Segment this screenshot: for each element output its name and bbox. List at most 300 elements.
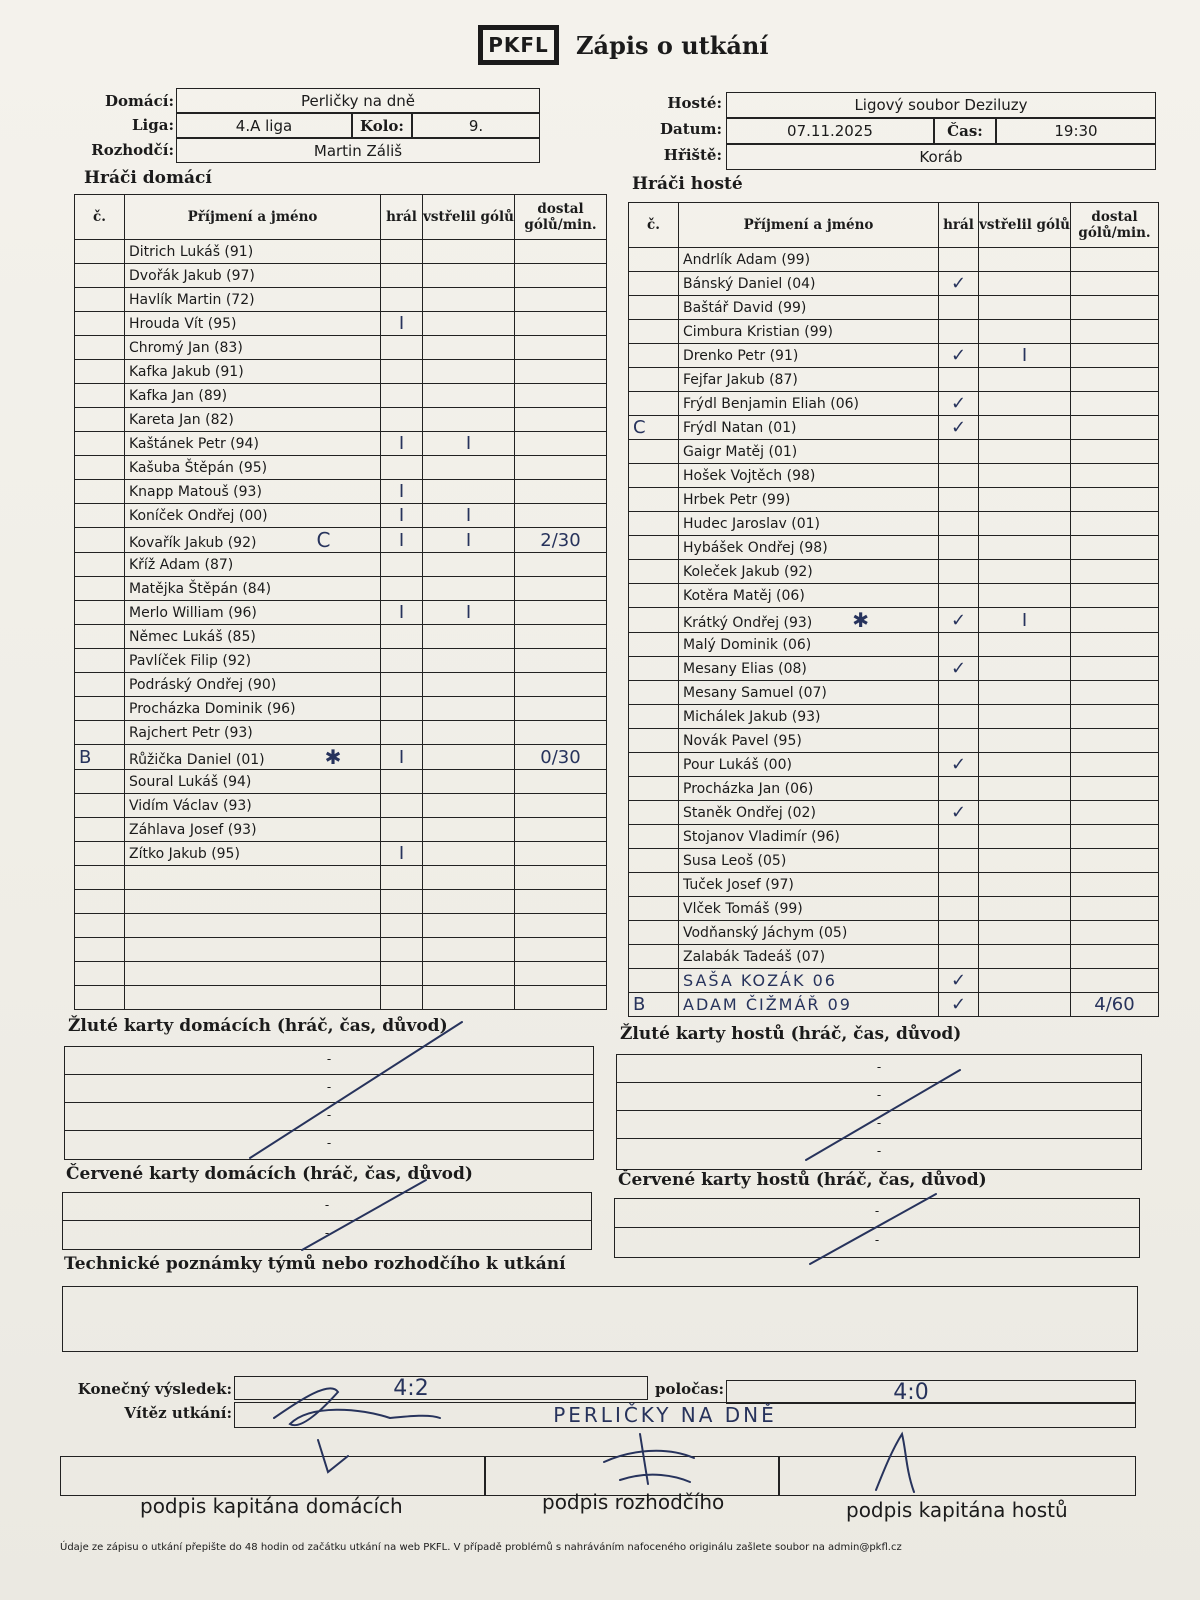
- referee-field[interactable]: Martin Záliš: [176, 138, 540, 163]
- played-cell[interactable]: [939, 633, 979, 657]
- conceded-cell[interactable]: [1071, 344, 1159, 368]
- played-cell[interactable]: [381, 528, 423, 553]
- row-number-cell[interactable]: [75, 456, 125, 480]
- scored-cell[interactable]: [979, 993, 1071, 1017]
- conceded-cell[interactable]: [515, 240, 607, 264]
- scored-cell[interactable]: [423, 770, 515, 794]
- played-cell[interactable]: [381, 938, 423, 962]
- row-number-cell[interactable]: [75, 745, 125, 770]
- row-number-cell[interactable]: [629, 873, 679, 897]
- player-name-cell[interactable]: [679, 344, 939, 368]
- row-number-cell[interactable]: [75, 866, 125, 890]
- row-number-cell[interactable]: [75, 986, 125, 1010]
- row-number-cell[interactable]: [75, 480, 125, 504]
- played-cell[interactable]: [939, 536, 979, 560]
- played-cell[interactable]: [381, 914, 423, 938]
- conceded-cell[interactable]: [1071, 392, 1159, 416]
- scored-cell[interactable]: [979, 488, 1071, 512]
- row-number-cell[interactable]: [629, 344, 679, 368]
- scored-cell[interactable]: [979, 753, 1071, 777]
- row-number-cell[interactable]: [75, 649, 125, 673]
- conceded-cell[interactable]: [1071, 945, 1159, 969]
- player-name-cell[interactable]: [125, 745, 381, 770]
- player-name-cell[interactable]: [125, 721, 381, 745]
- conceded-cell[interactable]: [1071, 849, 1159, 873]
- time-field[interactable]: 19:30: [996, 118, 1156, 144]
- scored-cell[interactable]: [979, 849, 1071, 873]
- row-number-cell[interactable]: [629, 657, 679, 681]
- scored-cell[interactable]: [423, 528, 515, 553]
- played-cell[interactable]: [381, 745, 423, 770]
- player-name-cell[interactable]: [679, 440, 939, 464]
- scored-cell[interactable]: [423, 914, 515, 938]
- played-cell[interactable]: [381, 288, 423, 312]
- row-number-cell[interactable]: [75, 625, 125, 649]
- conceded-cell[interactable]: [515, 360, 607, 384]
- player-name-cell[interactable]: [679, 560, 939, 584]
- scored-cell[interactable]: [979, 248, 1071, 272]
- conceded-cell[interactable]: [515, 745, 607, 770]
- row-number-cell[interactable]: [75, 721, 125, 745]
- scored-cell[interactable]: [979, 801, 1071, 825]
- played-cell[interactable]: [939, 993, 979, 1017]
- player-name-cell[interactable]: [679, 969, 939, 993]
- home-red-cards-box[interactable]: [62, 1192, 592, 1250]
- played-cell[interactable]: [381, 384, 423, 408]
- conceded-cell[interactable]: [515, 264, 607, 288]
- row-number-cell[interactable]: [75, 553, 125, 577]
- played-cell[interactable]: [939, 608, 979, 633]
- row-number-cell[interactable]: [629, 416, 679, 440]
- played-cell[interactable]: [381, 456, 423, 480]
- conceded-cell[interactable]: [515, 456, 607, 480]
- date-field[interactable]: 07.11.2025: [726, 118, 934, 144]
- player-name-cell[interactable]: [679, 657, 939, 681]
- player-name-cell[interactable]: [679, 921, 939, 945]
- player-name-cell[interactable]: [679, 729, 939, 753]
- scored-cell[interactable]: [423, 264, 515, 288]
- conceded-cell[interactable]: [515, 673, 607, 697]
- played-cell[interactable]: [381, 842, 423, 866]
- conceded-cell[interactable]: [1071, 440, 1159, 464]
- row-number-cell[interactable]: [629, 392, 679, 416]
- played-cell[interactable]: [939, 392, 979, 416]
- conceded-cell[interactable]: [515, 432, 607, 456]
- player-name-cell[interactable]: [125, 240, 381, 264]
- played-cell[interactable]: [381, 794, 423, 818]
- player-name-cell[interactable]: [125, 890, 381, 914]
- conceded-cell[interactable]: [515, 866, 607, 890]
- scored-cell[interactable]: [979, 945, 1071, 969]
- row-number-cell[interactable]: [75, 384, 125, 408]
- conceded-cell[interactable]: [1071, 681, 1159, 705]
- player-name-cell[interactable]: [679, 681, 939, 705]
- half-time-field[interactable]: [726, 1380, 1136, 1404]
- played-cell[interactable]: [381, 986, 423, 1010]
- conceded-cell[interactable]: [515, 770, 607, 794]
- played-cell[interactable]: [939, 440, 979, 464]
- scored-cell[interactable]: [423, 673, 515, 697]
- conceded-cell[interactable]: [515, 601, 607, 625]
- conceded-cell[interactable]: [1071, 248, 1159, 272]
- row-number-cell[interactable]: [75, 264, 125, 288]
- guest-team-field[interactable]: Ligový soubor Deziluzy: [726, 92, 1156, 118]
- conceded-cell[interactable]: [1071, 993, 1159, 1017]
- scored-cell[interactable]: [979, 729, 1071, 753]
- player-name-cell[interactable]: [679, 608, 939, 633]
- played-cell[interactable]: [939, 921, 979, 945]
- home-team-field[interactable]: Perličky na dně: [176, 88, 540, 113]
- scored-cell[interactable]: [423, 312, 515, 336]
- conceded-cell[interactable]: [1071, 657, 1159, 681]
- row-number-cell[interactable]: [75, 842, 125, 866]
- player-name-cell[interactable]: [125, 649, 381, 673]
- conceded-cell[interactable]: [515, 312, 607, 336]
- scored-cell[interactable]: [979, 368, 1071, 392]
- played-cell[interactable]: [939, 272, 979, 296]
- row-number-cell[interactable]: [629, 440, 679, 464]
- conceded-cell[interactable]: [1071, 969, 1159, 993]
- home-captain-signature-box[interactable]: [60, 1456, 486, 1496]
- played-cell[interactable]: [939, 705, 979, 729]
- conceded-cell[interactable]: [1071, 320, 1159, 344]
- player-name-cell[interactable]: [679, 584, 939, 608]
- league-field[interactable]: 4.A liga: [176, 113, 352, 138]
- row-number-cell[interactable]: [75, 601, 125, 625]
- player-name-cell[interactable]: [679, 488, 939, 512]
- scored-cell[interactable]: [979, 320, 1071, 344]
- played-cell[interactable]: [939, 296, 979, 320]
- scored-cell[interactable]: [423, 697, 515, 721]
- player-name-cell[interactable]: [125, 360, 381, 384]
- played-cell[interactable]: [381, 818, 423, 842]
- player-name-cell[interactable]: [125, 480, 381, 504]
- played-cell[interactable]: [939, 512, 979, 536]
- row-number-cell[interactable]: [75, 577, 125, 601]
- conceded-cell[interactable]: [1071, 873, 1159, 897]
- scored-cell[interactable]: [979, 296, 1071, 320]
- player-name-cell[interactable]: [679, 753, 939, 777]
- row-number-cell[interactable]: [75, 528, 125, 553]
- row-number-cell[interactable]: [75, 288, 125, 312]
- scored-cell[interactable]: [979, 608, 1071, 633]
- played-cell[interactable]: [381, 697, 423, 721]
- scored-cell[interactable]: [423, 601, 515, 625]
- row-number-cell[interactable]: [629, 464, 679, 488]
- player-name-cell[interactable]: [679, 849, 939, 873]
- played-cell[interactable]: [939, 729, 979, 753]
- row-number-cell[interactable]: [629, 945, 679, 969]
- row-number-cell[interactable]: [75, 504, 125, 528]
- conceded-cell[interactable]: [515, 480, 607, 504]
- player-name-cell[interactable]: [679, 873, 939, 897]
- player-name-cell[interactable]: [679, 512, 939, 536]
- played-cell[interactable]: [939, 344, 979, 368]
- played-cell[interactable]: [939, 897, 979, 921]
- pitch-field[interactable]: Koráb: [726, 144, 1156, 170]
- played-cell[interactable]: [939, 969, 979, 993]
- player-name-cell[interactable]: [125, 577, 381, 601]
- scored-cell[interactable]: [979, 416, 1071, 440]
- player-name-cell[interactable]: [679, 945, 939, 969]
- played-cell[interactable]: [939, 416, 979, 440]
- row-number-cell[interactable]: [629, 633, 679, 657]
- player-name-cell[interactable]: [125, 384, 381, 408]
- row-number-cell[interactable]: [629, 608, 679, 633]
- player-name-cell[interactable]: [679, 392, 939, 416]
- scored-cell[interactable]: [423, 240, 515, 264]
- scored-cell[interactable]: [423, 649, 515, 673]
- row-number-cell[interactable]: [629, 272, 679, 296]
- played-cell[interactable]: [381, 432, 423, 456]
- scored-cell[interactable]: [423, 938, 515, 962]
- played-cell[interactable]: [381, 312, 423, 336]
- row-number-cell[interactable]: [629, 969, 679, 993]
- player-name-cell[interactable]: [125, 504, 381, 528]
- scored-cell[interactable]: [423, 986, 515, 1010]
- player-name-cell[interactable]: [125, 553, 381, 577]
- played-cell[interactable]: [381, 408, 423, 432]
- scored-cell[interactable]: [979, 272, 1071, 296]
- row-number-cell[interactable]: [629, 993, 679, 1017]
- conceded-cell[interactable]: [1071, 272, 1159, 296]
- scored-cell[interactable]: [979, 560, 1071, 584]
- row-number-cell[interactable]: [629, 921, 679, 945]
- played-cell[interactable]: [381, 625, 423, 649]
- scored-cell[interactable]: [423, 890, 515, 914]
- conceded-cell[interactable]: [515, 504, 607, 528]
- played-cell[interactable]: [939, 825, 979, 849]
- conceded-cell[interactable]: [515, 384, 607, 408]
- conceded-cell[interactable]: [1071, 488, 1159, 512]
- row-number-cell[interactable]: [75, 673, 125, 697]
- player-name-cell[interactable]: [125, 842, 381, 866]
- player-name-cell[interactable]: [125, 456, 381, 480]
- row-number-cell[interactable]: [75, 240, 125, 264]
- player-name-cell[interactable]: [679, 416, 939, 440]
- conceded-cell[interactable]: [1071, 921, 1159, 945]
- conceded-cell[interactable]: [515, 890, 607, 914]
- player-name-cell[interactable]: [679, 825, 939, 849]
- scored-cell[interactable]: [979, 897, 1071, 921]
- player-name-cell[interactable]: [679, 993, 939, 1017]
- played-cell[interactable]: [381, 673, 423, 697]
- played-cell[interactable]: [381, 770, 423, 794]
- conceded-cell[interactable]: [1071, 801, 1159, 825]
- played-cell[interactable]: [381, 866, 423, 890]
- player-name-cell[interactable]: [679, 777, 939, 801]
- scored-cell[interactable]: [979, 464, 1071, 488]
- player-name-cell[interactable]: [125, 794, 381, 818]
- scored-cell[interactable]: [423, 432, 515, 456]
- scored-cell[interactable]: [423, 818, 515, 842]
- final-result-field[interactable]: [234, 1376, 648, 1400]
- player-name-cell[interactable]: [125, 625, 381, 649]
- player-name-cell[interactable]: [125, 336, 381, 360]
- scored-cell[interactable]: [423, 794, 515, 818]
- scored-cell[interactable]: [423, 842, 515, 866]
- scored-cell[interactable]: [423, 553, 515, 577]
- row-number-cell[interactable]: [629, 681, 679, 705]
- scored-cell[interactable]: [979, 584, 1071, 608]
- row-number-cell[interactable]: [75, 890, 125, 914]
- conceded-cell[interactable]: [515, 649, 607, 673]
- played-cell[interactable]: [939, 464, 979, 488]
- conceded-cell[interactable]: [515, 794, 607, 818]
- scored-cell[interactable]: [423, 360, 515, 384]
- scored-cell[interactable]: [979, 512, 1071, 536]
- row-number-cell[interactable]: [75, 770, 125, 794]
- player-name-cell[interactable]: [125, 432, 381, 456]
- player-name-cell[interactable]: [679, 248, 939, 272]
- row-number-cell[interactable]: [75, 962, 125, 986]
- row-number-cell[interactable]: [629, 849, 679, 873]
- player-name-cell[interactable]: [125, 770, 381, 794]
- conceded-cell[interactable]: [515, 962, 607, 986]
- played-cell[interactable]: [939, 681, 979, 705]
- player-name-cell[interactable]: [125, 986, 381, 1010]
- player-name-cell[interactable]: [125, 962, 381, 986]
- scored-cell[interactable]: [423, 577, 515, 601]
- played-cell[interactable]: [381, 264, 423, 288]
- row-number-cell[interactable]: [629, 801, 679, 825]
- conceded-cell[interactable]: [515, 288, 607, 312]
- row-number-cell[interactable]: [75, 914, 125, 938]
- player-name-cell[interactable]: [679, 464, 939, 488]
- row-number-cell[interactable]: [75, 794, 125, 818]
- scored-cell[interactable]: [979, 657, 1071, 681]
- scored-cell[interactable]: [979, 825, 1071, 849]
- conceded-cell[interactable]: [1071, 729, 1159, 753]
- scored-cell[interactable]: [423, 745, 515, 770]
- row-number-cell[interactable]: [629, 488, 679, 512]
- scored-cell[interactable]: [423, 384, 515, 408]
- conceded-cell[interactable]: [515, 697, 607, 721]
- played-cell[interactable]: [381, 360, 423, 384]
- conceded-cell[interactable]: [1071, 536, 1159, 560]
- played-cell[interactable]: [381, 240, 423, 264]
- scored-cell[interactable]: [979, 344, 1071, 368]
- played-cell[interactable]: [939, 320, 979, 344]
- played-cell[interactable]: [939, 657, 979, 681]
- row-number-cell[interactable]: [629, 825, 679, 849]
- scored-cell[interactable]: [423, 408, 515, 432]
- player-name-cell[interactable]: [125, 408, 381, 432]
- guest-red-cards-box[interactable]: [614, 1198, 1140, 1258]
- played-cell[interactable]: [939, 945, 979, 969]
- played-cell[interactable]: [381, 336, 423, 360]
- scored-cell[interactable]: [423, 288, 515, 312]
- scored-cell[interactable]: [423, 504, 515, 528]
- row-number-cell[interactable]: [75, 432, 125, 456]
- player-name-cell[interactable]: [679, 897, 939, 921]
- row-number-cell[interactable]: [629, 560, 679, 584]
- conceded-cell[interactable]: [1071, 825, 1159, 849]
- notes-field[interactable]: [62, 1286, 1138, 1352]
- player-name-cell[interactable]: [679, 368, 939, 392]
- conceded-cell[interactable]: [515, 625, 607, 649]
- played-cell[interactable]: [939, 560, 979, 584]
- guest-yellow-cards-box[interactable]: [616, 1054, 1142, 1170]
- player-name-cell[interactable]: [679, 536, 939, 560]
- player-name-cell[interactable]: [679, 296, 939, 320]
- played-cell[interactable]: [939, 753, 979, 777]
- played-cell[interactable]: [939, 777, 979, 801]
- row-number-cell[interactable]: [75, 408, 125, 432]
- conceded-cell[interactable]: [515, 818, 607, 842]
- row-number-cell[interactable]: [629, 320, 679, 344]
- played-cell[interactable]: [381, 504, 423, 528]
- scored-cell[interactable]: [423, 625, 515, 649]
- scored-cell[interactable]: [423, 336, 515, 360]
- conceded-cell[interactable]: [1071, 897, 1159, 921]
- conceded-cell[interactable]: [515, 408, 607, 432]
- player-name-cell[interactable]: [679, 272, 939, 296]
- scored-cell[interactable]: [979, 969, 1071, 993]
- conceded-cell[interactable]: [1071, 560, 1159, 584]
- played-cell[interactable]: [381, 480, 423, 504]
- conceded-cell[interactable]: [515, 553, 607, 577]
- row-number-cell[interactable]: [629, 729, 679, 753]
- played-cell[interactable]: [381, 649, 423, 673]
- player-name-cell[interactable]: [679, 801, 939, 825]
- row-number-cell[interactable]: [629, 512, 679, 536]
- played-cell[interactable]: [939, 248, 979, 272]
- conceded-cell[interactable]: [515, 336, 607, 360]
- player-name-cell[interactable]: [125, 288, 381, 312]
- conceded-cell[interactable]: [515, 842, 607, 866]
- scored-cell[interactable]: [423, 480, 515, 504]
- conceded-cell[interactable]: [515, 721, 607, 745]
- played-cell[interactable]: [381, 890, 423, 914]
- player-name-cell[interactable]: [125, 673, 381, 697]
- player-name-cell[interactable]: [125, 818, 381, 842]
- guest-captain-signature-box[interactable]: [778, 1456, 1136, 1496]
- row-number-cell[interactable]: [629, 753, 679, 777]
- row-number-cell[interactable]: [629, 296, 679, 320]
- played-cell[interactable]: [939, 849, 979, 873]
- row-number-cell[interactable]: [75, 697, 125, 721]
- player-name-cell[interactable]: [679, 633, 939, 657]
- conceded-cell[interactable]: [1071, 633, 1159, 657]
- conceded-cell[interactable]: [1071, 416, 1159, 440]
- player-name-cell[interactable]: [125, 866, 381, 890]
- played-cell[interactable]: [381, 962, 423, 986]
- player-name-cell[interactable]: [125, 697, 381, 721]
- player-name-cell[interactable]: [679, 320, 939, 344]
- row-number-cell[interactable]: [75, 312, 125, 336]
- row-number-cell[interactable]: [75, 336, 125, 360]
- player-name-cell[interactable]: [125, 914, 381, 938]
- scored-cell[interactable]: [423, 721, 515, 745]
- row-number-cell[interactable]: [629, 705, 679, 729]
- scored-cell[interactable]: [979, 921, 1071, 945]
- winner-field[interactable]: [234, 1402, 1136, 1428]
- scored-cell[interactable]: [979, 873, 1071, 897]
- scored-cell[interactable]: [979, 777, 1071, 801]
- player-name-cell[interactable]: [125, 601, 381, 625]
- played-cell[interactable]: [939, 368, 979, 392]
- played-cell[interactable]: [381, 553, 423, 577]
- scored-cell[interactable]: [979, 681, 1071, 705]
- conceded-cell[interactable]: [1071, 584, 1159, 608]
- conceded-cell[interactable]: [1071, 705, 1159, 729]
- conceded-cell[interactable]: [515, 528, 607, 553]
- conceded-cell[interactable]: [1071, 464, 1159, 488]
- scored-cell[interactable]: [979, 536, 1071, 560]
- round-field[interactable]: 9.: [412, 113, 540, 138]
- row-number-cell[interactable]: [629, 897, 679, 921]
